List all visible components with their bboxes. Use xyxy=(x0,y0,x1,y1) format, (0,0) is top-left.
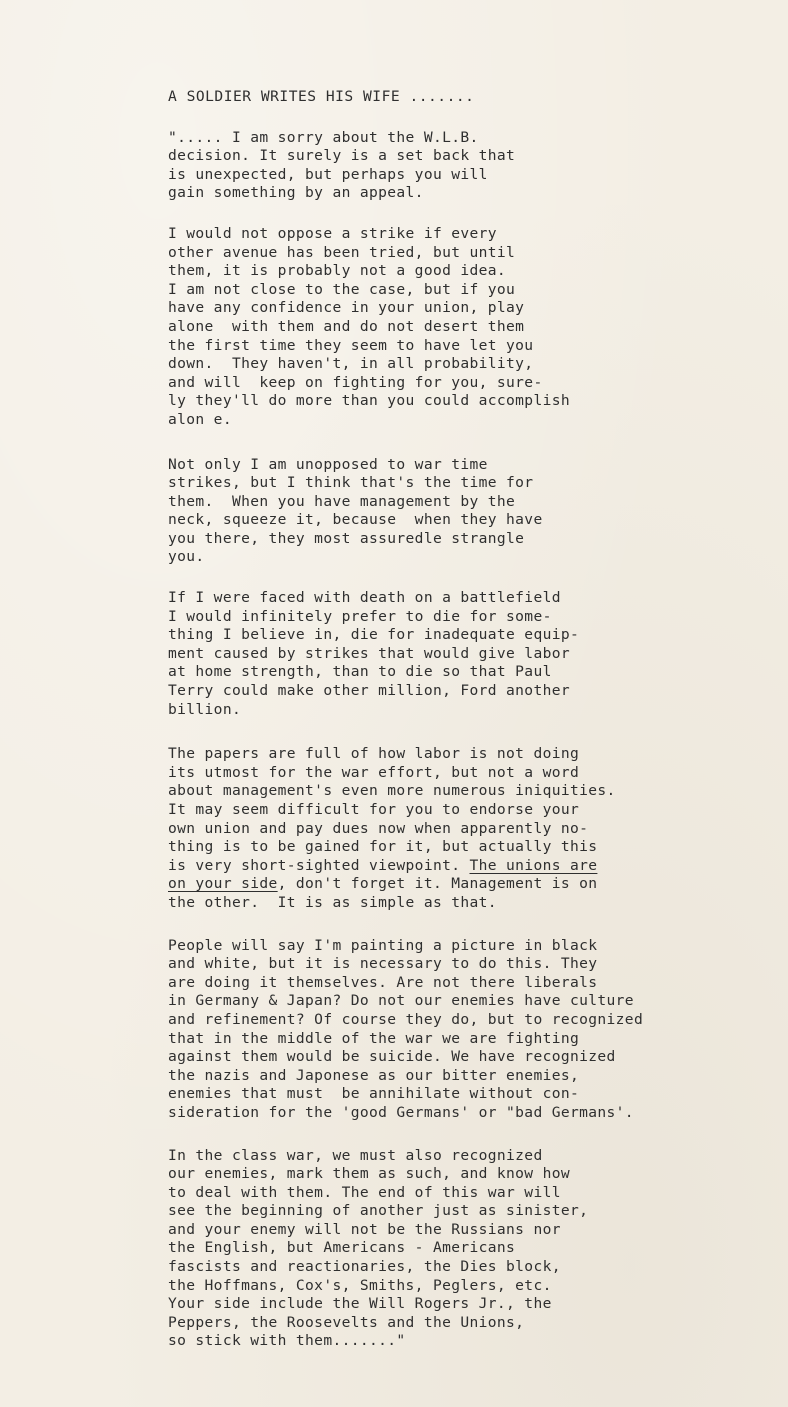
text-line: and refinement? Of course they do, but to recognized xyxy=(168,1010,644,1028)
text-line: thing I believe in, die for inadequate equip- xyxy=(168,626,580,644)
text-line xyxy=(168,875,773,894)
text-line: the first time they seem to have let you xyxy=(168,336,534,354)
text-line: "..... I am sorry about the W.L.B. xyxy=(168,128,479,146)
text-line: the English, but Americans - Americans xyxy=(168,1239,516,1257)
text-line: are doing it themselves. Are not there liberals xyxy=(168,973,598,991)
text-line: to deal with them. The end of this war will xyxy=(168,1183,561,1201)
text-line: own union and pay dues now when apparently no- xyxy=(168,819,589,837)
paragraph-7 xyxy=(168,1147,773,1352)
paragraph-3 xyxy=(168,456,773,568)
text-line: you. xyxy=(168,548,205,566)
text-line: you there, they most assuredle strangle xyxy=(168,529,525,547)
text-line: ly they'll do more than you could accomplish xyxy=(168,392,570,410)
text-line: that in the middle of the war we are fighting xyxy=(168,1029,580,1047)
text-line: enemies that must be annihilate without con- xyxy=(168,1085,580,1103)
text-fragment: is very short-sighted viewpoint. xyxy=(168,856,461,874)
paragraph-4 xyxy=(168,589,773,719)
paragraph-6 xyxy=(168,937,773,1123)
text-line: ment caused by strikes that would give labor xyxy=(168,644,570,662)
text-line: decision. It surely is a set back that xyxy=(168,147,516,165)
text-line: thing is to be gained for it, but actually this xyxy=(168,838,598,856)
text-line: its utmost for the war effort, but not a word xyxy=(168,763,580,781)
text-line: Terry could make other million, Ford another xyxy=(168,682,570,700)
text-fragment: , don't forget it. Management is on xyxy=(277,875,598,893)
text-line: The papers are full of how labor is not doing xyxy=(168,745,580,763)
text-line: In the class war, we must also recognized xyxy=(168,1146,543,1164)
text-line: It may seem difficult for you to endorse your xyxy=(168,801,580,818)
text-line: in Germany & Japan? Do not our enemies have culture xyxy=(168,992,634,1010)
text-line: have any confidence in your union, play xyxy=(168,299,525,317)
text-line: Peppers, the Roosevelts and the Unions, xyxy=(168,1313,525,1331)
text-line: about management's even more numerous iniquities. xyxy=(168,782,616,800)
text-line: the other. It is as simple as that. xyxy=(168,893,497,911)
text-line: our enemies, mark them as such, and know how xyxy=(168,1165,570,1183)
text-line: gain something by an appeal. xyxy=(168,184,424,202)
paragraph-1 xyxy=(168,129,773,203)
text-line: and your enemy will not be the Russians nor xyxy=(168,1220,561,1238)
text-line: I would infinitely prefer to die for some- xyxy=(168,607,552,625)
text-line: is unexpected, but perhaps you will xyxy=(168,165,488,183)
text-line: billion. xyxy=(168,700,242,718)
text-line: and will keep on fighting for you, sure- xyxy=(168,373,543,391)
text-line: Your side include the Will Rogers Jr., the xyxy=(168,1295,552,1313)
text-line: so stick with them......." xyxy=(168,1332,406,1350)
text-line: strikes, but I think that's the time for xyxy=(168,474,534,492)
text-line: People will say I'm painting a picture in black xyxy=(168,936,598,954)
text-line: I am not close to the case, but if you xyxy=(168,280,516,298)
text-line: against them would be suicide. We have recognized xyxy=(168,1048,616,1066)
text-line: at home strength, than to die so that Paul xyxy=(168,663,552,681)
document-title: A SOLDIER WRITES HIS WIFE ....... xyxy=(168,88,475,105)
text-line: I would not oppose a strike if every xyxy=(168,224,497,242)
text-line: sideration for the 'good Germans' or "bad Germans'. xyxy=(168,1103,634,1121)
text-line: down. They haven't, in all probability, xyxy=(168,355,534,373)
text-line: the Hoffmans, Cox's, Smiths, Peglers, etc. xyxy=(168,1276,552,1294)
paragraph-2 xyxy=(168,225,773,430)
text-line: other avenue has been tried, but until xyxy=(168,243,516,261)
text-line: see the beginning of another just as sinister, xyxy=(168,1202,589,1220)
text-line: alon e. xyxy=(168,410,232,428)
paragraph-5 xyxy=(168,745,773,912)
underlined-text: The unions are xyxy=(469,856,598,874)
text-line: If I were faced with death on a battlefield xyxy=(168,589,561,607)
text-line: the nazis and Japonese as our bitter enemies, xyxy=(168,1066,580,1084)
text-line: neck, squeeze it, because when they have xyxy=(168,511,543,529)
text-line: them, it is probably not a good idea. xyxy=(168,262,507,280)
typed-letter xyxy=(168,88,773,1371)
text-line xyxy=(168,857,773,876)
text-line: them. When you have management by the xyxy=(168,492,516,510)
underlined-text: on your side xyxy=(168,875,278,893)
text-line: fascists and reactionaries, the Dies block, xyxy=(168,1258,561,1276)
text-line: alone with them and do not desert them xyxy=(168,317,525,335)
text-line: Not only I am unopposed to war time xyxy=(168,455,488,473)
text-line: and white, but it is necessary to do this. They xyxy=(168,955,598,973)
